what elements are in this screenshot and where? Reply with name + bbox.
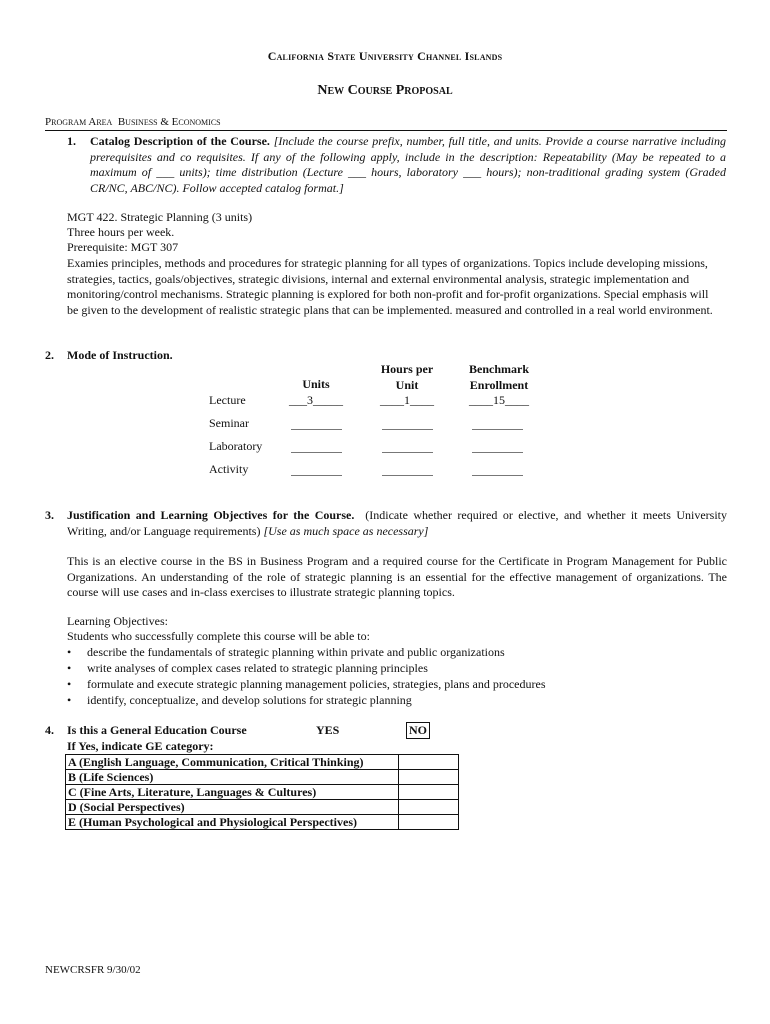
- enrollment-field[interactable]: ____15____: [469, 393, 529, 407]
- col-hours-line2: Unit: [395, 377, 419, 392]
- ge-category-label: A (English Language, Communication, Critical Thinking): [66, 755, 399, 770]
- program-area-label: Program Area: [45, 116, 113, 128]
- ge-category-checkbox[interactable]: [399, 770, 459, 785]
- hours-field[interactable]: [382, 451, 433, 453]
- form-title: New Course Proposal: [317, 83, 453, 98]
- mode-row-label: Lecture: [209, 393, 246, 407]
- course-hours: Three hours per week.: [67, 225, 175, 239]
- ge-category-checkbox[interactable]: [399, 815, 459, 830]
- bullet-icon: •: [67, 645, 72, 659]
- section1-heading-block: [90, 134, 726, 196]
- course-title: MGT 422. Strategic Planning (3 units): [67, 210, 253, 224]
- units-field[interactable]: [291, 451, 342, 453]
- section2-heading: Mode of Instruction.: [67, 348, 173, 362]
- form-code: NEWCRSFR 9/30/02: [45, 964, 141, 976]
- list-item: • formulate and execute strategic planning management policies, strategies, plans and procedures: [67, 677, 546, 691]
- enrollment-field[interactable]: [472, 474, 523, 476]
- ge-category-checkbox[interactable]: [399, 785, 459, 800]
- units-field[interactable]: [291, 428, 342, 430]
- ge-category-label: C (Fine Arts, Literature, Languages & Cultures): [66, 785, 399, 800]
- section3-instructions-italic: [Use as much space as necessary]: [263, 523, 429, 538]
- program-area: [45, 116, 221, 128]
- ge-category-label: B (Life Sciences): [66, 770, 399, 785]
- hours-field[interactable]: ____1____: [380, 393, 434, 407]
- justification-text: This is an elective course in the BS in Business Program and a required course for the Certificate in Program Management for Public Organizations. An understanding of the role of strategic planning is an essential for the effective management of organizations. The course will use cases and in-class exercises to illustrate strategic planning topics.: [67, 554, 727, 599]
- ge-category-prompt: If Yes, indicate GE category:: [67, 739, 214, 753]
- enrollment-field[interactable]: [472, 451, 523, 453]
- section1-instructions: [Include the course prefix, number, full title, and units. Provide a course narrative including prerequisites and co requisites. If any of the following apply, include in the description: Repeatability (May be repeated to a maximum of ___ units); time distribution (Lecture ___ hours, laboratory ___ hours); non-traditional grading system (Graded CR/NC, ABC/NC). Follow accepted catalog format.]: [90, 134, 726, 195]
- table-row: [66, 755, 459, 770]
- header-divider: [45, 130, 727, 131]
- table-row: [66, 770, 459, 785]
- course-prerequisite: Prerequisite: MGT 307: [67, 240, 179, 254]
- units-field[interactable]: ___3_____: [289, 393, 343, 407]
- bullet-icon: •: [67, 693, 72, 707]
- col-hours-header: [372, 362, 442, 393]
- course-description: Examies principles, methods and procedures for strategic planning for all types of organizations. Topics include developing missions, strategies, tactics, goals/objectives, strategic divisions, internal and external environmental analysis, strategic implementation and monitoring/control mechanisms. Strategic planning is explored for both non-profit and for-profit organizations. Special emphasis will be given to the development of realistic strategic plans that can be implemented. measured and controlled in a real world environment.: [67, 256, 713, 317]
- program-area-value: Business & Economics: [117, 116, 221, 128]
- section3-instructions: (Indicate whether required or elective, and whether it meets University Writing, and/or Language requirements): [67, 508, 728, 538]
- mode-row-label: Laboratory: [209, 439, 263, 453]
- section3-heading: Justification and Learning Objectives for the Course.: [67, 508, 355, 522]
- ge-no-option[interactable]: NO: [406, 722, 430, 739]
- col-units-header: Units: [302, 377, 330, 391]
- bullet-icon: •: [67, 661, 72, 675]
- col-benchmark-line2: Enrollment: [469, 377, 529, 392]
- section4-number: 4.: [45, 723, 54, 737]
- objectives-list: [67, 644, 727, 708]
- ge-category-checkbox[interactable]: [399, 800, 459, 815]
- university-name: California State University Channel Islands: [267, 49, 503, 63]
- section4-heading: Is this a General Education Course: [67, 723, 247, 737]
- ge-category-checkbox[interactable]: [399, 755, 459, 770]
- table-row: [66, 785, 459, 800]
- list-item: • write analyses of complex cases related to strategic planning principles: [67, 661, 428, 675]
- section1-number: 1.: [67, 134, 76, 148]
- section3-heading-block: [67, 508, 727, 539]
- col-benchmark-header: [459, 362, 539, 393]
- bullet-icon: •: [67, 677, 72, 691]
- col-hours-line1: Hours per: [380, 362, 434, 376]
- table-row: [66, 800, 459, 815]
- hours-field[interactable]: [382, 474, 433, 476]
- units-field[interactable]: [291, 474, 342, 476]
- ge-category-table: [65, 754, 459, 830]
- list-item: • identify, conceptualize, and develop solutions for strategic planning: [67, 693, 412, 707]
- list-item: • describe the fundamentals of strategic planning within private and public organizations: [67, 645, 505, 659]
- mode-row-label: Activity: [209, 462, 249, 476]
- ge-category-label: D (Social Perspectives): [66, 800, 399, 815]
- enrollment-field[interactable]: [472, 428, 523, 430]
- col-benchmark-line1: Benchmark: [469, 362, 529, 376]
- ge-yes-option[interactable]: YES: [316, 723, 340, 737]
- ge-category-label: E (Human Psychological and Physiological Perspectives): [66, 815, 399, 830]
- mode-row-label: Seminar: [209, 416, 249, 430]
- section2-number: 2.: [45, 348, 54, 362]
- objectives-title: Learning Objectives:: [67, 614, 168, 628]
- hours-field[interactable]: [382, 428, 433, 430]
- section3-number: 3.: [45, 508, 54, 522]
- table-row: [66, 815, 459, 830]
- section1-heading: Catalog Description of the Course.: [90, 134, 270, 148]
- objectives-intro: Students who successfully complete this course will be able to:: [67, 629, 370, 643]
